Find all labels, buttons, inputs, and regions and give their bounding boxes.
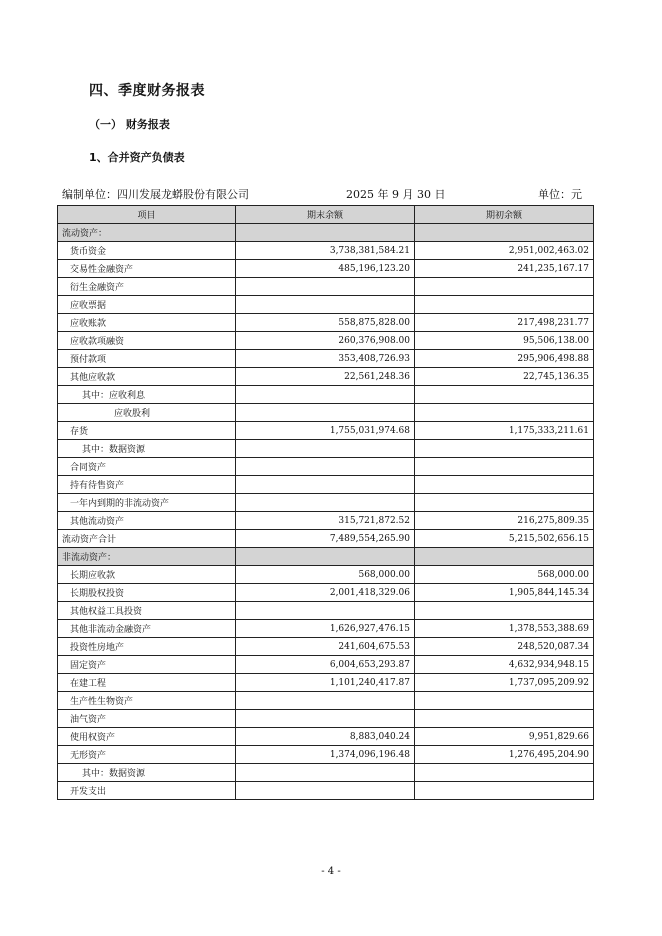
subsection-heading: （一） 财务报表	[89, 118, 170, 131]
table-row	[58, 692, 594, 710]
end-balance-cell: 1,101,240,417.87	[236, 674, 415, 692]
end-balance-cell	[236, 494, 415, 512]
end-balance-cell: 260,376,908.00	[236, 332, 415, 350]
table-row	[58, 512, 594, 530]
begin-balance-cell	[415, 602, 594, 620]
table-row	[58, 386, 594, 404]
row-label: 合同资产	[58, 458, 236, 476]
table-row	[58, 404, 594, 422]
begin-balance-cell: 2,951,002,463.02	[415, 242, 594, 260]
end-balance-cell: 485,196,123.20	[236, 260, 415, 278]
row-label: 一年内到期的非流动资产	[58, 494, 236, 512]
row-label: 应收账款	[58, 314, 236, 332]
begin-balance-cell: 1,175,333,211.61	[415, 422, 594, 440]
table-row	[58, 494, 594, 512]
begin-balance-cell	[415, 386, 594, 404]
begin-balance-cell: 1,276,495,204.90	[415, 746, 594, 764]
table-row	[58, 440, 594, 458]
table-row	[58, 422, 594, 440]
row-label: 使用权资产	[58, 728, 236, 746]
begin-balance-cell	[415, 710, 594, 728]
begin-balance-cell	[415, 296, 594, 314]
row-label: 流动资产合计	[58, 530, 236, 548]
table-row	[58, 602, 594, 620]
end-balance-cell	[236, 224, 415, 242]
row-label: 预付款项	[58, 350, 236, 368]
begin-balance-cell	[415, 404, 594, 422]
row-label: 应收款项融资	[58, 332, 236, 350]
row-label: 其中：应收利息	[58, 386, 236, 404]
end-balance-cell	[236, 764, 415, 782]
begin-balance-cell	[415, 548, 594, 566]
table-row	[58, 710, 594, 728]
begin-balance-cell: 95,506,138.00	[415, 332, 594, 350]
row-label: 应收股利	[58, 404, 236, 422]
end-balance-cell: 315,721,872.52	[236, 512, 415, 530]
end-balance-cell: 3,738,381,584.21	[236, 242, 415, 260]
page-number: - 4 -	[321, 866, 341, 877]
end-balance-cell: 22,561,248.36	[236, 368, 415, 386]
column-header-begin-balance: 期初余额	[415, 206, 594, 224]
end-balance-cell: 1,374,096,196.48	[236, 746, 415, 764]
end-balance-cell: 1,626,927,476.15	[236, 620, 415, 638]
row-label: 其他权益工具投资	[58, 602, 236, 620]
table-body	[58, 224, 594, 800]
table-row	[58, 566, 594, 584]
end-balance-cell	[236, 548, 415, 566]
end-balance-cell	[236, 710, 415, 728]
row-label: 货币资金	[58, 242, 236, 260]
row-label: 其他非流动金融资产	[58, 620, 236, 638]
table-row	[58, 260, 594, 278]
table-row	[58, 476, 594, 494]
table-row	[58, 584, 594, 602]
end-balance-cell	[236, 782, 415, 800]
end-balance-cell	[236, 440, 415, 458]
row-label: 非流动资产：	[58, 548, 236, 566]
begin-balance-cell: 568,000.00	[415, 566, 594, 584]
begin-balance-cell	[415, 458, 594, 476]
table-row	[58, 530, 594, 548]
column-header-item: 项目	[58, 206, 236, 224]
table-row	[58, 224, 594, 242]
begin-balance-cell	[415, 278, 594, 296]
begin-balance-cell: 248,520,087.34	[415, 638, 594, 656]
table-row	[58, 314, 594, 332]
row-label: 其中：数据资源	[58, 764, 236, 782]
table-row	[58, 674, 594, 692]
column-header-end-balance: 期末余额	[236, 206, 415, 224]
table-row	[58, 242, 594, 260]
end-balance-cell	[236, 602, 415, 620]
table-row	[58, 746, 594, 764]
end-balance-cell: 8,883,040.24	[236, 728, 415, 746]
end-balance-cell: 7,489,554,265.90	[236, 530, 415, 548]
begin-balance-cell	[415, 224, 594, 242]
table-row	[58, 764, 594, 782]
begin-balance-cell: 9,951,829.66	[415, 728, 594, 746]
row-label: 流动资产：	[58, 224, 236, 242]
begin-balance-cell: 1,737,095,209.92	[415, 674, 594, 692]
report-date: 2025 年 9 月 30 日	[346, 188, 446, 201]
table-row	[58, 656, 594, 674]
table-row	[58, 638, 594, 656]
begin-balance-cell	[415, 494, 594, 512]
table-row	[58, 368, 594, 386]
row-label: 其他流动资产	[58, 512, 236, 530]
row-label: 开发支出	[58, 782, 236, 800]
row-label: 无形资产	[58, 746, 236, 764]
balance-sheet-table	[57, 205, 594, 800]
row-label: 交易性金融资产	[58, 260, 236, 278]
end-balance-cell	[236, 278, 415, 296]
row-label: 应收票据	[58, 296, 236, 314]
begin-balance-cell: 216,275,809.35	[415, 512, 594, 530]
row-label: 投资性房地产	[58, 638, 236, 656]
row-label: 其中：数据资源	[58, 440, 236, 458]
table-row	[58, 548, 594, 566]
begin-balance-cell	[415, 476, 594, 494]
begin-balance-cell: 1,905,844,145.34	[415, 584, 594, 602]
row-label: 油气资产	[58, 710, 236, 728]
end-balance-cell: 353,408,726.93	[236, 350, 415, 368]
begin-balance-cell: 217,498,231.77	[415, 314, 594, 332]
begin-balance-cell	[415, 764, 594, 782]
row-label: 固定资产	[58, 656, 236, 674]
begin-balance-cell: 22,745,136.35	[415, 368, 594, 386]
row-label: 生产性生物资产	[58, 692, 236, 710]
table-row	[58, 278, 594, 296]
row-label: 长期股权投资	[58, 584, 236, 602]
table-row	[58, 332, 594, 350]
end-balance-cell	[236, 404, 415, 422]
table-row	[58, 350, 594, 368]
end-balance-cell	[236, 296, 415, 314]
begin-balance-cell: 4,632,934,948.15	[415, 656, 594, 674]
row-label: 在建工程	[58, 674, 236, 692]
end-balance-cell: 1,755,031,974.68	[236, 422, 415, 440]
end-balance-cell	[236, 386, 415, 404]
end-balance-cell	[236, 476, 415, 494]
row-label: 存货	[58, 422, 236, 440]
begin-balance-cell	[415, 782, 594, 800]
row-label: 衍生金融资产	[58, 278, 236, 296]
table-row	[58, 620, 594, 638]
begin-balance-cell: 295,906,498.88	[415, 350, 594, 368]
begin-balance-cell: 5,215,502,656.15	[415, 530, 594, 548]
end-balance-cell	[236, 458, 415, 476]
row-label: 持有待售资产	[58, 476, 236, 494]
end-balance-cell: 558,875,828.00	[236, 314, 415, 332]
table-row	[58, 728, 594, 746]
company-label: 编制单位：四川发展龙蟒股份有限公司	[62, 188, 249, 201]
table-title: 1、合并资产负债表	[89, 151, 185, 164]
end-balance-cell	[236, 692, 415, 710]
end-balance-cell: 241,604,675.53	[236, 638, 415, 656]
begin-balance-cell: 1,378,553,388.69	[415, 620, 594, 638]
currency-unit: 单位：元	[538, 188, 582, 201]
begin-balance-cell	[415, 692, 594, 710]
row-label: 长期应收款	[58, 566, 236, 584]
table-row	[58, 458, 594, 476]
table-header-row	[58, 206, 594, 224]
end-balance-cell: 568,000.00	[236, 566, 415, 584]
end-balance-cell: 2,001,418,329.06	[236, 584, 415, 602]
end-balance-cell: 6,004,653,293.87	[236, 656, 415, 674]
table-row	[58, 782, 594, 800]
row-label: 其他应收款	[58, 368, 236, 386]
begin-balance-cell: 241,235,167.17	[415, 260, 594, 278]
begin-balance-cell	[415, 440, 594, 458]
section-heading: 四、季度财务报表	[89, 83, 205, 99]
table-row	[58, 296, 594, 314]
